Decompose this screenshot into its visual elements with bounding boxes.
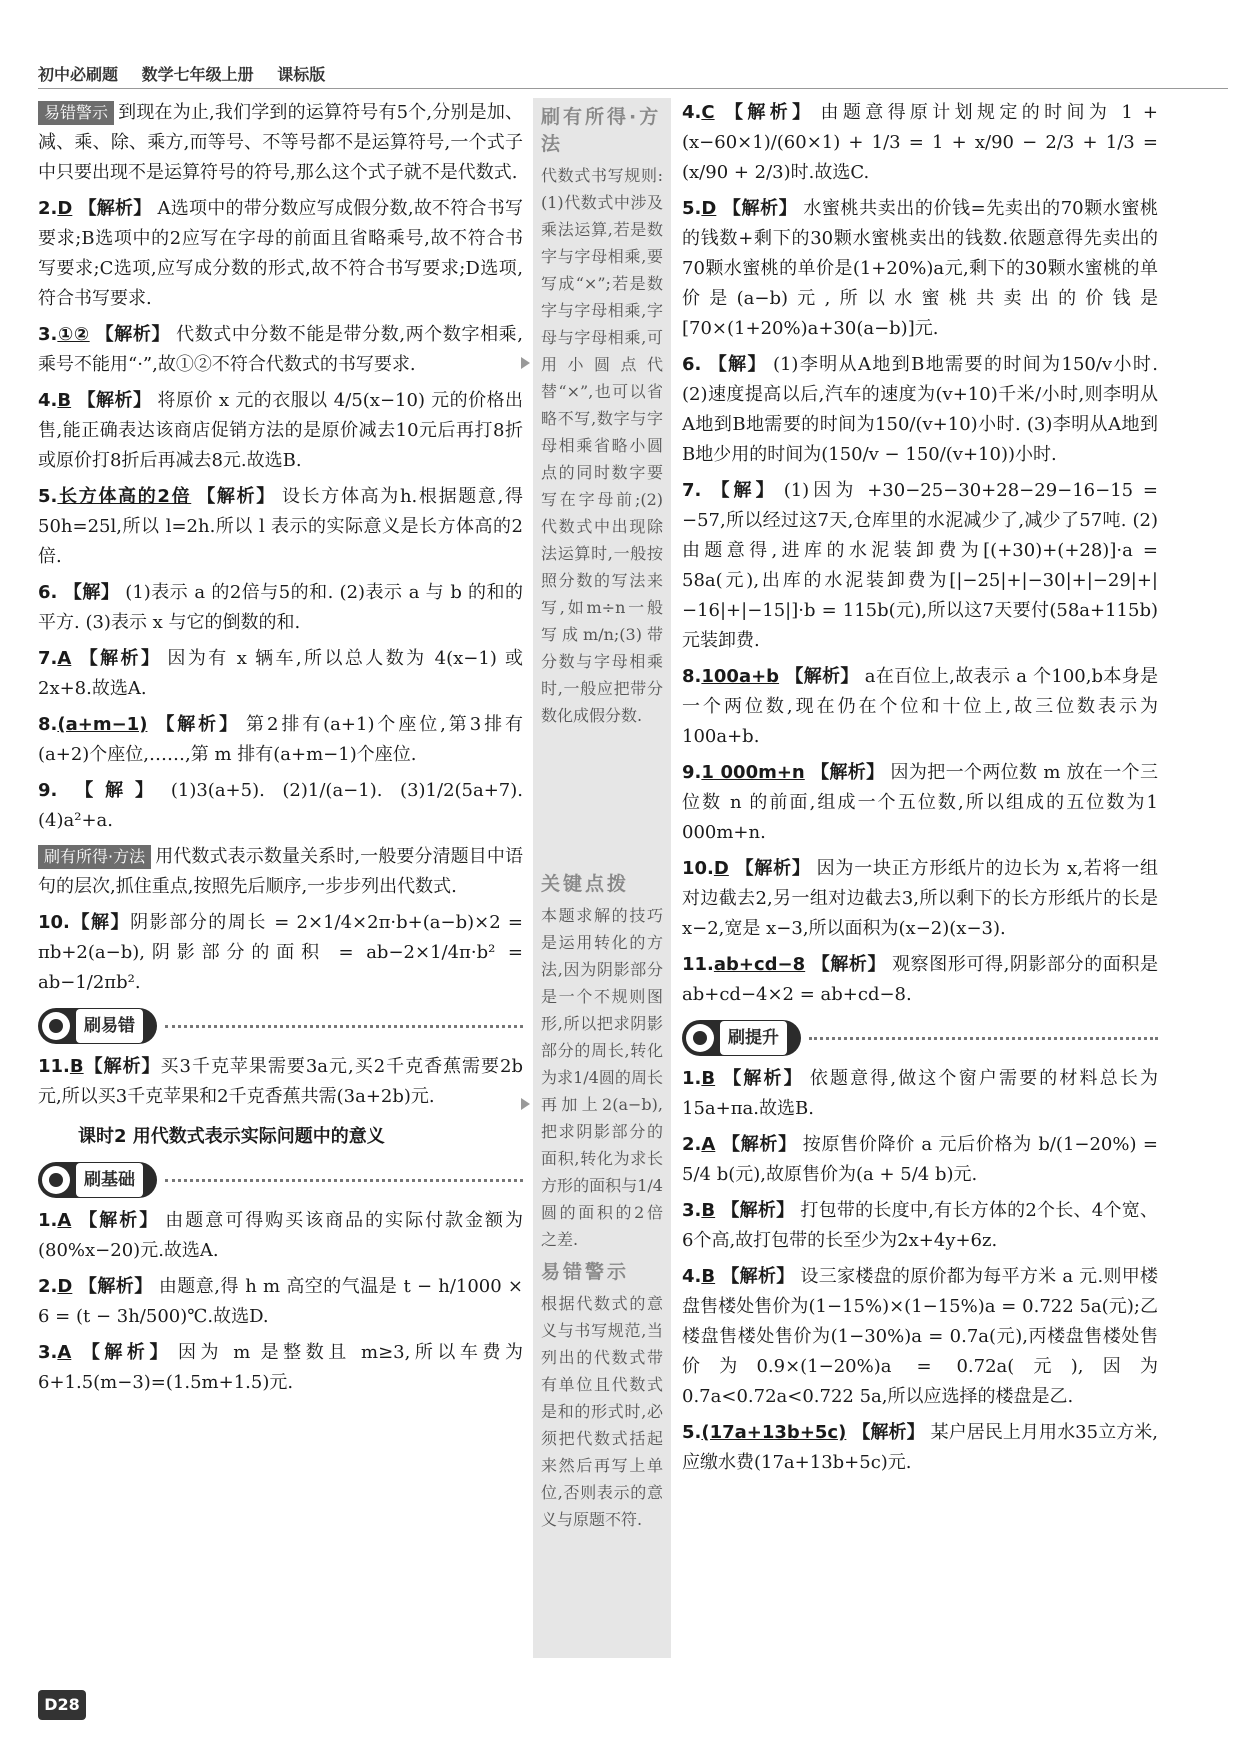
left-column <box>38 98 523 1404</box>
item-number: 10. <box>38 912 70 933</box>
header-edition: 课标版 <box>277 65 326 84</box>
item-text: 观察图形可得,阴影部分的面积是 ab+cd−4×2 = ab+cd−8. <box>682 954 1158 1005</box>
item-answer: B <box>57 390 72 411</box>
banner-pill <box>38 1008 157 1044</box>
brush-icon <box>42 1012 70 1040</box>
item-text: 阴影部分的周长 = 2×1/4×2π·b+(a−b)×2 = πb+2(a−b),阴影部分的面积 = ab−2×1/4π·b² = ab−1/2πb². <box>38 912 524 993</box>
item-text: 依题意得,做这个窗户需要的材料总长为15a+πa.故选B. <box>682 1068 1158 1119</box>
item-text: 因为 m 是整数且 m≥3,所以车费为 6+1.5(m−3)=(1.5m+1.5)元. <box>38 1342 524 1393</box>
answer-item <box>682 476 1158 656</box>
up-answer-list <box>682 1064 1158 1478</box>
item-answer: 100a+b <box>701 666 780 687</box>
item-text: 由题意可得购买该商品的实际付款金额为(80%x−20)元.故选A. <box>38 1210 524 1261</box>
answer-item-10 <box>38 908 523 998</box>
item-answer: A <box>701 1134 716 1155</box>
item-number: 4. <box>682 102 702 123</box>
item-tag: 【解析】 <box>77 648 162 669</box>
banner-pill <box>682 1020 801 1056</box>
brush-icon <box>42 1166 70 1194</box>
item-text: 因为一块正方形纸片的边长为 x,若将一组对边截去2,另一组对边截去3,所以剩下的长方形纸片的长是 x−2,宽是 x−3,所以面积为(x−2)(x−3). <box>682 858 1159 939</box>
item-number: 8. <box>38 714 58 735</box>
page-header <box>38 62 1228 89</box>
item-tag: 【解析】 <box>197 486 276 507</box>
pointer-arrow-icon <box>521 357 530 369</box>
item-text: 打包带的长度中,有长方体的2个长、4个宽、6个高,故打包带的长至少为2x+4y+6z. <box>682 1200 1159 1251</box>
header-series: 初中必刷题 <box>38 65 119 84</box>
item-text: 按原售价降价 a 元后价格为 b/(1−20%) = 5/4 b(元),故原售价为(a + 5/4 b)元. <box>682 1134 1158 1185</box>
item-number: 11. <box>682 954 714 975</box>
item-text: 设长方体高为h.根据题意,得 50h=25l,所以 l=2h.所以 l 表示的实际意义是长方体高的2倍. <box>38 486 523 567</box>
item-number: 8. <box>682 666 702 687</box>
answer-item <box>682 662 1158 752</box>
item-answer: B <box>701 1200 716 1221</box>
right-answer-list <box>682 98 1158 1010</box>
item-tag: 【解析】 <box>785 666 859 687</box>
item-tag: 【解析】 <box>720 102 815 123</box>
item-number: 1. <box>38 1210 58 1231</box>
item-text: 第2排有(a+1)个座位,第3排有(a+2)个座位,……,第 m 排有(a+m−1)个座位. <box>38 714 524 765</box>
item-number: 5. <box>682 198 702 219</box>
item-answer: D <box>57 198 73 219</box>
item-tag: 【解析】 <box>852 1422 925 1443</box>
answer-item <box>682 854 1158 944</box>
item-number: 2. <box>38 1276 58 1297</box>
item-text: 设三家楼盘的原价都为每平方米 a 元.则甲楼盘售楼处售价为(1−15%)×(1−15%)a = 0.722 5a(元);乙楼盘售楼处售价为(1−30%)a = 0.7a(元),丙楼盘售楼处售价为0.9×(1−20%)a = 0.72a(元),因为0.7a<0.72a<0.722 5a,所以应选择的楼盘是乙. <box>682 1266 1158 1407</box>
answer-item <box>682 350 1158 470</box>
lesson-title: 课时2 用代数式表示实际问题中的意义 <box>78 1126 385 1147</box>
item-number: 2. <box>38 198 58 219</box>
item-answer: (17a+13b+5c) <box>701 1422 847 1443</box>
item-number: 3. <box>682 1200 702 1221</box>
item-number: 7. <box>38 648 58 669</box>
tip-text: 根据代数式的意义与书写规范,当列出的代数式带有单位且代数式是和的形式时,必须把代数式括起来然后再写上单位,否则表示的意义与原题不符. <box>541 1294 663 1529</box>
method-tag: 刷有所得·方法 <box>38 845 151 869</box>
item-number: 2. <box>682 1134 702 1155</box>
left-answer-list <box>38 194 523 836</box>
item-tag: 【解】 <box>707 354 767 375</box>
tips-sidebar <box>533 98 671 1658</box>
item-number: 3. <box>38 324 58 345</box>
item-number: 3. <box>38 1342 58 1363</box>
tip-title: 关键点拨 <box>541 873 630 895</box>
answer-item <box>682 1418 1158 1478</box>
pointer-arrow-icon <box>521 1098 530 1110</box>
item-number: 6. <box>38 582 58 603</box>
item-answer: D <box>713 858 729 879</box>
item-text: (1)3(a+5). (2)1/(a−1). (3)1/2(5a+7). (4)a²+a. <box>38 780 523 831</box>
answer-item <box>682 1262 1158 1412</box>
banner-label: 刷易错 <box>76 1009 143 1043</box>
item-answer: A <box>57 1210 72 1231</box>
answer-item <box>38 1338 523 1398</box>
item-tag: 【解析】 <box>811 954 887 975</box>
item-tag: 【解】 <box>63 582 120 603</box>
answer-item <box>682 758 1158 848</box>
answer-item <box>682 950 1158 1010</box>
item-tag: 【解析】 <box>78 1276 153 1297</box>
answer-item <box>682 1130 1158 1190</box>
answer-item <box>38 1272 523 1332</box>
item-text: (1)李明从A地到B地需要的时间为150/v小时. (2)速度提高以后,汽车的速度为(v+10)千米/小时,则李明从A地到B地需要的时间为150/(v+10)小时. (3)李明从A地到B地少用的时间为(150/v − 150/(v+10))小时. <box>682 354 1158 465</box>
answer-item <box>38 194 523 314</box>
answer-item <box>38 710 523 770</box>
item-answer: C <box>701 102 715 123</box>
item-tag: 【解析】 <box>810 762 885 783</box>
item-text: 因为有 x 辆车,所以总人数为 4(x−1) 或 2x+8.故选A. <box>38 648 524 699</box>
item-tag: 【解析】 <box>77 1342 172 1363</box>
tip-text: 本题求解的技巧是运用转化的方法,因为阴影部分是一个不规则图形,所以把求阴影部分的周长,转化为求1/4圆的周长再加上2(a−b),把求阴影部分的面积,转化为求长方形的面积与1/4圆的面积的2倍之差. <box>541 906 663 1249</box>
item-text: 水蜜桃共卖出的价钱=先卖出的70颗水蜜桃的钱数+剩下的30颗水蜜桃卖出的钱数.依题意得先卖出的70颗水蜜桃的单价是(1+20%)a元,剩下的30颗水蜜桃的单价是(a−b)元,所以水蜜桃共卖出的价钱是[70×(1+20%)a+30(a−b)]元. <box>682 198 1158 339</box>
item-answer: (a+m−1) <box>57 714 148 735</box>
item-text: 因为把一个两位数 m 放在一个三位数 n 的前面,组成一个五位数,所以组成的五位数为1 000m+n. <box>682 762 1158 843</box>
item-tag: 【解】 <box>63 780 165 801</box>
item-tag: 【解析】 <box>721 1068 804 1089</box>
item-answer: ①② <box>57 324 90 345</box>
header-subject: 数学七年级上册 <box>141 65 254 84</box>
warning-text: 到现在为止,我们学到的运算符号有5个,分别是加、减、乘、除、乘方,而等号、不等号都不是运算符号,一个式子中只要出现不是运算符号的符号,那么这个式子就不是代数式. <box>38 102 523 183</box>
item-tag: 【解析】 <box>77 1210 160 1231</box>
item-text: 由题意,得 h m 高空的气温是 t − h/1000 × 6 = (t − 3h/500)℃.故选D. <box>38 1276 524 1327</box>
item-number: 9. <box>38 780 58 801</box>
answer-item <box>682 194 1158 344</box>
right-column <box>682 98 1158 1484</box>
tip-text: 代数式书写规则:(1)代数式中涉及乘法运算,若是数字与字母相乘,要写成“×”;若是数字与字母相乘,字母与字母相乘,可用小圆点代替“×”,也可以省略不写,数字与字母相乘省略小圆点的同时数字要写在字母前;(2)代数式中出现除法运算时,一般按照分数的写法来写,如m÷n一般写成m/n;(3)带分数与字母相乘时,一般应把带分数化成假分数. <box>541 166 663 725</box>
item-tag: 【解析】 <box>721 1134 797 1155</box>
item-text: 由题意得原计划规定的时间为 1 + (x−60×1)/(60×1) + 1/3 = 1 + x/90 − 2/3 + 1/3 = (x/90 + 2/3)时.故选C. <box>682 102 1158 183</box>
item-text: (1)表示 a 的2倍与5的和. (2)表示 a 与 b 的和的平方. (3)表示 x 与它的倒数的和. <box>38 582 524 633</box>
item-answer: ab+cd−8 <box>713 954 806 975</box>
item-answer: B <box>701 1068 716 1089</box>
item-answer: 1 000m+n <box>701 762 805 783</box>
item-text: A选项中的带分数应写成假分数,故不符合书写要求;B选项中的2应写在字母的前面且省略乘号,故不符合书写要求;C选项,应写成分数的形式,故不符合书写要求;D选项,符合书写要求. <box>38 198 524 309</box>
item-tag: 【解析】 <box>153 714 241 735</box>
item-answer: A <box>57 648 72 669</box>
item-number: 9. <box>682 762 702 783</box>
item-answer: D <box>701 198 717 219</box>
item-tag: 【解析】 <box>78 198 152 219</box>
answer-item <box>38 578 523 638</box>
banner-label: 刷基础 <box>76 1163 143 1197</box>
item-text: 买3千克苹果需要3a元,买2千克香蕉需要2b元,所以买3千克苹果和2千克香蕉共需(3a+2b)元. <box>38 1056 523 1107</box>
tip-title: 易错警示 <box>541 1261 630 1283</box>
dotted-divider <box>165 1179 523 1182</box>
method-note <box>38 842 523 902</box>
item-number: 4. <box>38 390 58 411</box>
banner-label: 刷提升 <box>720 1021 787 1055</box>
answer-item <box>682 98 1158 188</box>
item-number: 7. <box>682 480 702 501</box>
banner-pill <box>38 1162 157 1198</box>
item-number: 11. <box>38 1056 70 1077</box>
banner-basic <box>38 1162 523 1198</box>
item-number: 5. <box>682 1422 702 1443</box>
item-number: 1. <box>682 1068 702 1089</box>
item-number: 4. <box>682 1266 702 1287</box>
item-tag: 【解】 <box>69 912 131 933</box>
item-tag: 【解析】 <box>77 390 152 411</box>
method-text: 用代数式表示数量关系时,一般要分清题目中语句的层次,抓住重点,按照先后顺序,一步步列出代数式. <box>38 846 523 897</box>
item-tag: 【解】 <box>707 480 778 501</box>
item-tag: 【解析】 <box>95 324 171 345</box>
basic-answer-list <box>38 1206 523 1398</box>
brush-icon <box>686 1024 714 1052</box>
item-text: 将原价 x 元的衣服以 4/5(x−10) 元的价格出售,能正确表达该商店促销方法的是原价减去10元后再打8折或原价打8折后再减去8元.故选B. <box>38 390 523 471</box>
dotted-divider <box>809 1037 1158 1040</box>
answer-item <box>38 1206 523 1266</box>
item-text: 某户居民上月用水35立方米,应缴水费(17a+13b+5c)元. <box>682 1422 1159 1473</box>
item-text: a在百位上,故表示 a 个100,b本身是一个两位数,现在仍在个位和十位上,故三位数表示为100a+b. <box>682 666 1159 747</box>
item-answer: B <box>69 1056 84 1077</box>
page-number: D28 <box>38 1690 86 1720</box>
item-tag: 【解析】 <box>722 198 798 219</box>
sidebar-gap <box>541 735 663 865</box>
tip-title: 刷有所得·方法 <box>541 106 662 155</box>
banner-error <box>38 1008 523 1044</box>
item-tag: 【解析】 <box>734 858 811 879</box>
item-text: (1)因为 +30−25−30+28−29−16−15 = −57,所以经过这7天,仓库里的水泥减少了,减少了57吨. (2)由题意得,进库的水泥装卸费为[(+30)+(+28)]·a = 58a(元),出库的水泥装卸费为[|−25|+|−30|+|−29|+|−16|+|−15|]·b = 115b(元),所以这7天要付(58a+115b)元装卸费. <box>682 480 1158 651</box>
item-tag: 【解析】 <box>83 1056 161 1077</box>
item-tag: 【解析】 <box>721 1200 795 1221</box>
answer-item <box>38 644 523 704</box>
answer-item <box>682 1196 1158 1256</box>
answer-item <box>682 1064 1158 1124</box>
answer-item <box>38 320 523 380</box>
warning-tag: 易错警示 <box>38 101 114 125</box>
item-tag: 【解析】 <box>721 1266 795 1287</box>
banner-up <box>682 1020 1158 1056</box>
item-answer: 长方体高的2倍 <box>57 486 192 507</box>
item-number: 5. <box>38 486 58 507</box>
item-number: 10. <box>682 858 714 879</box>
item-answer: A <box>57 1342 72 1363</box>
answer-item <box>38 776 523 836</box>
item-answer: B <box>701 1266 716 1287</box>
warning-note <box>38 98 523 188</box>
answer-item <box>38 386 523 476</box>
item-answer: D <box>57 1276 73 1297</box>
item-number: 6. <box>682 354 702 375</box>
answer-item-11 <box>38 1052 523 1112</box>
item-text: 代数式中分数不能是带分数,两个数字相乘,乘号不能用“·”,故①②不符合代数式的书写要求. <box>38 324 523 375</box>
answer-item <box>38 482 523 572</box>
dotted-divider <box>165 1025 523 1028</box>
